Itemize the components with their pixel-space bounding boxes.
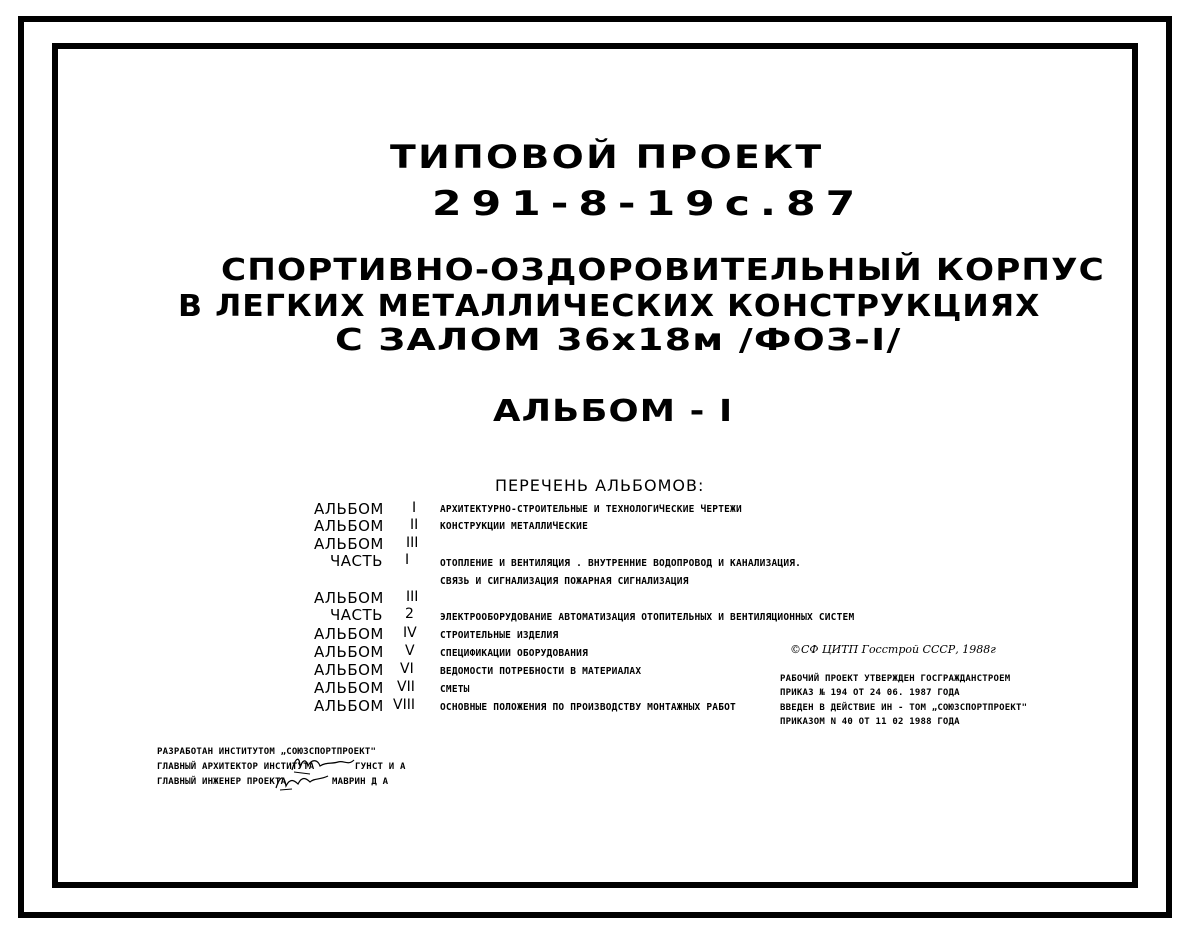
album-title: АЛЬБОМ - I bbox=[493, 394, 734, 429]
album-list-description: СТРОИТЕЛЬНЫЕ ИЗДЕЛИЯ bbox=[440, 630, 559, 641]
album-list-header: ПЕРЕЧЕНЬ АЛЬБОМОВ: bbox=[495, 476, 705, 495]
approval-line: РАБОЧИЙ ПРОЕКТ УТВЕРЖДЕН ГОСГРАЖДАНСТРОЕМ bbox=[780, 674, 1011, 684]
album-list-description: СМЕТЫ bbox=[440, 684, 470, 695]
album-list-number: VI bbox=[400, 661, 414, 677]
project-number: 291-8-19с.87 bbox=[432, 184, 866, 224]
album-list-description: ОСНОВНЫЕ ПОЛОЖЕНИЯ ПО ПРОИЗВОДСТВУ МОНТАЖНЫХ РАБОТ bbox=[440, 702, 736, 713]
album-list-number: VII bbox=[397, 679, 415, 695]
album-list-label: АЛЬБОМ bbox=[314, 535, 384, 553]
album-list-label: АЛЬБОМ bbox=[314, 643, 384, 661]
album-list-label: АЛЬБОМ bbox=[314, 661, 384, 679]
album-list-label: ЧАСТЬ bbox=[330, 552, 383, 570]
album-list-label: АЛЬБОМ bbox=[314, 625, 384, 643]
album-list-number: III bbox=[406, 589, 419, 605]
album-list-description: АРХИТЕКТУРНО-СТРОИТЕЛЬНЫЕ И ТЕХНОЛОГИЧЕСКИЕ ЧЕРТЕЖИ bbox=[440, 504, 742, 515]
album-list-number: 2 bbox=[405, 606, 414, 622]
chief-architect-role: ГЛАВНЫЙ АРХИТЕКТОР ИНСТИТУТА bbox=[157, 762, 315, 772]
approval-line: ПРИКАЗОМ N 40 ОТ 11 02 1988 ГОДА bbox=[780, 717, 960, 727]
album-list-description: ОТОПЛЕНИЕ И ВЕНТИЛЯЦИЯ . ВНУТРЕННИЕ ВОДОПРОВОД И КАНАЛИЗАЦИЯ. bbox=[440, 558, 802, 569]
copyright-note: ©СФ ЦИТП Госстрой СССР, 1988г bbox=[790, 643, 996, 656]
developer-line: РАЗРАБОТАН ИНСТИТУТОМ „СОЮЗСПОРТПРОЕКТ" bbox=[157, 747, 377, 757]
album-list-description: КОНСТРУКЦИИ МЕТАЛЛИЧЕСКИЕ bbox=[440, 521, 588, 532]
album-list-number: IV bbox=[403, 625, 417, 641]
album-list-label: АЛЬБОМ bbox=[314, 679, 384, 697]
album-list-number: I bbox=[405, 552, 410, 568]
album-list-number: I bbox=[412, 500, 417, 516]
album-list-label: АЛЬБОМ bbox=[314, 697, 384, 715]
chief-engineer-role: ГЛАВНЫЙ ИНЖЕНЕР ПРОЕКТА bbox=[157, 777, 287, 787]
doc-type-heading: ТИПОВОЙ ПРОЕКТ bbox=[390, 138, 824, 176]
approval-line: ВВЕДЕН В ДЕЙСТВИЕ ИН - ТОМ „СОЮЗСПОРТПРОЕКТ" bbox=[780, 703, 1028, 713]
album-list-description: ВЕДОМОСТИ ПОТРЕБНОСТИ В МАТЕРИАЛАХ bbox=[440, 666, 642, 677]
project-name-line-2: В ЛЕГКИХ МЕТАЛЛИЧЕСКИХ КОНСТРУКЦИЯХ bbox=[178, 289, 1041, 324]
album-list-number: VIII bbox=[393, 697, 415, 713]
album-list-label: АЛЬБОМ bbox=[314, 500, 384, 518]
album-list-number: V bbox=[405, 643, 415, 659]
album-list-label: ЧАСТЬ bbox=[330, 606, 383, 624]
album-list-description: ЭЛЕКТРООБОРУДОВАНИЕ АВТОМАТИЗАЦИЯ ОТОПИТЕЛЬНЫХ И ВЕНТИЛЯЦИОННЫХ СИСТЕМ bbox=[440, 612, 855, 623]
album-list-description: СПЕЦИФИКАЦИИ ОБОРУДОВАНИЯ bbox=[440, 648, 588, 659]
chief-engineer-name: МАВРИН Д А bbox=[332, 777, 389, 787]
project-name-line-3: С ЗАЛОМ 36х18м /ФОЗ-I/ bbox=[335, 323, 902, 358]
album-list-description: СВЯЗЬ И СИГНАЛИЗАЦИЯ ПОЖАРНАЯ СИГНАЛИЗАЦИЯ bbox=[440, 576, 689, 587]
album-list-label: АЛЬБОМ bbox=[314, 517, 384, 535]
chief-engineer-signature bbox=[272, 768, 332, 794]
album-list-number: II bbox=[410, 517, 419, 533]
chief-architect-name: ГУНСТ И А bbox=[355, 762, 406, 772]
approval-line: ПРИКАЗ № 194 ОТ 24 06. 1987 ГОДА bbox=[780, 688, 960, 698]
project-name-line-1: СПОРТИВНО-ОЗДОРОВИТЕЛЬНЫЙ КОРПУС bbox=[221, 253, 1105, 288]
album-list-number: III bbox=[406, 535, 419, 551]
album-list-label: АЛЬБОМ bbox=[314, 589, 384, 607]
